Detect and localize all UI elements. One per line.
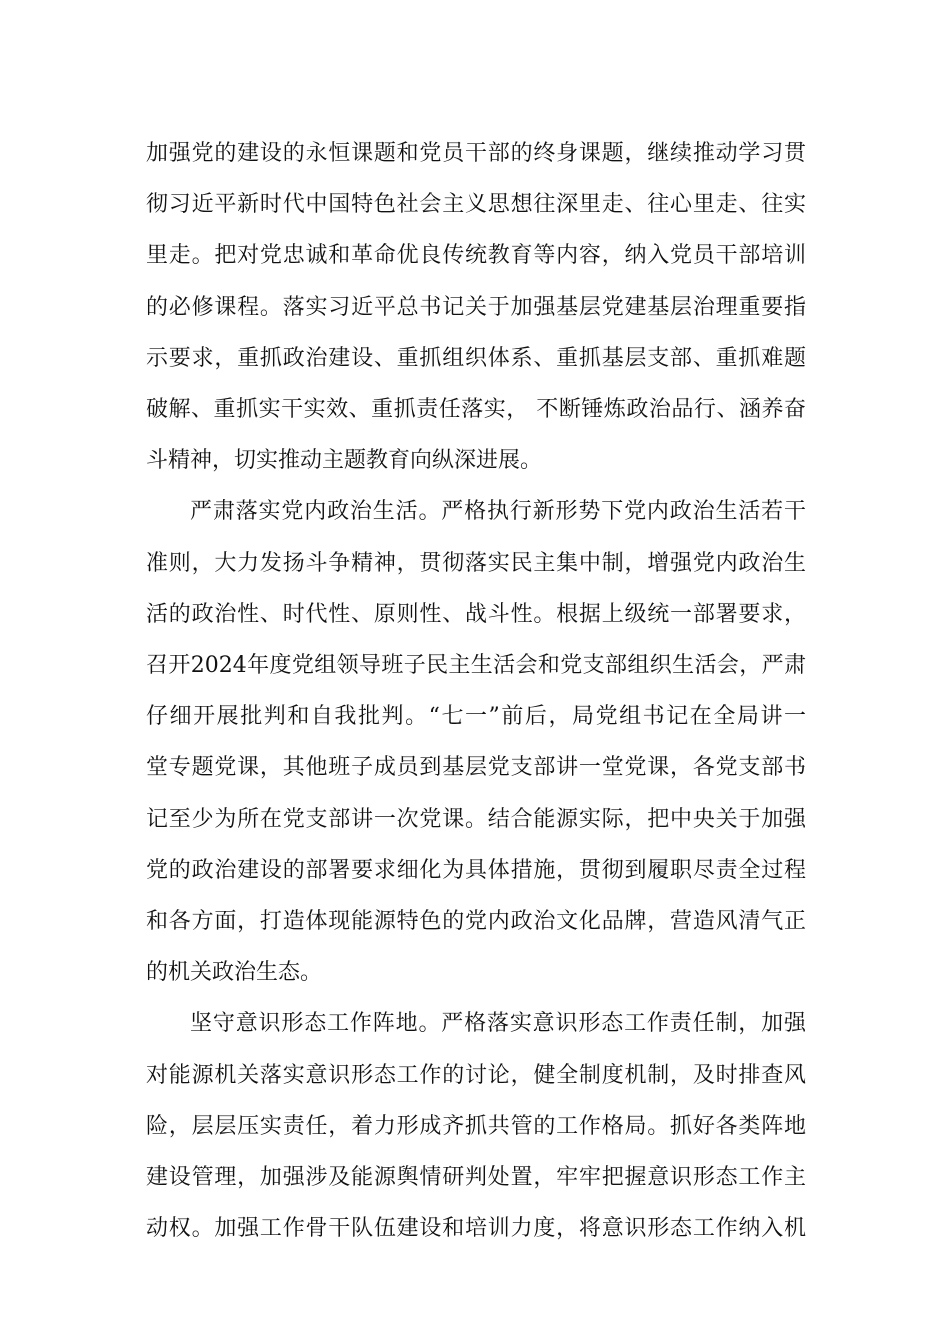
text-line: 活的政治性、时代性、原则性、战斗性。根据上级统一部署要求，	[146, 601, 806, 627]
text-line: 动权。加强工作骨干队伍建设和培训力度，将意识形态工作纳入机	[146, 1216, 806, 1242]
text-line: 破解、重抓实干实效、重抓责任落实， 不断锤炼政治品行、涵养奋	[146, 397, 806, 423]
paragraph-3	[146, 998, 806, 1254]
text-line: 对能源机关落实意识形态工作的讨论，健全制度机制，及时排查风	[146, 1062, 806, 1088]
text-line: 里走。把对党忠诚和革命优良传统教育等内容，纳入党员干部培训	[146, 243, 806, 269]
text-line: 党的政治建设的部署要求细化为具体措施，贯彻到履职尽责全过程	[146, 857, 806, 883]
text-line: 堂专题党课，其他班子成员到基层党支部讲一堂党课，各党支部书	[146, 755, 806, 781]
text-line: 准则，大力发扬斗争精神，贯彻落实民主集中制，增强党内政治生	[146, 550, 806, 576]
text-line: 的必修课程。落实习近平总书记关于加强基层党建基层治理重要指	[146, 294, 806, 320]
text-line: 斗精神，切实推动主题教育向纵深进展。	[146, 448, 543, 474]
text-line: 严肃落实党内政治生活。严格执行新形势下党内政治生活若干	[190, 499, 806, 525]
text-line: 的机关政治生态。	[146, 960, 323, 986]
text-line: 仔细开展批判和自我批判。“七一”前后，局党组书记在全局讲一	[146, 704, 806, 730]
text-line: 彻习近平新时代中国特色社会主义思想往深里走、往心里走、往实	[146, 192, 806, 218]
text-line: 和各方面，打造体现能源特色的党内政治文化品牌，营造风清气正	[146, 909, 806, 935]
text-line: 坚守意识形态工作阵地。严格落实意识形态工作责任制，加强	[190, 1011, 806, 1037]
text-line: 建设管理，加强涉及能源舆情研判处置，牢牢把握意识形态工作主	[146, 1165, 806, 1191]
text-line: 加强党的建设的永恒课题和党员干部的终身课题，继续推动学习贯	[146, 141, 806, 166]
text-line: 示要求，重抓政治建设、重抓组织体系、重抓基层支部、重抓难题	[146, 345, 806, 371]
paragraph-1	[146, 128, 806, 486]
document-body	[146, 128, 806, 1254]
paragraph-2	[146, 486, 806, 998]
text-line: 召开2024年度党组领导班子民主生活会和党支部组织生活会，严肃	[146, 653, 806, 679]
text-line: 险，层层压实责任，着力形成齐抓共管的工作格局。抓好各类阵地	[146, 1113, 806, 1139]
text-line: 记至少为所在党支部讲一次党课。结合能源实际，把中央关于加强	[146, 806, 806, 832]
